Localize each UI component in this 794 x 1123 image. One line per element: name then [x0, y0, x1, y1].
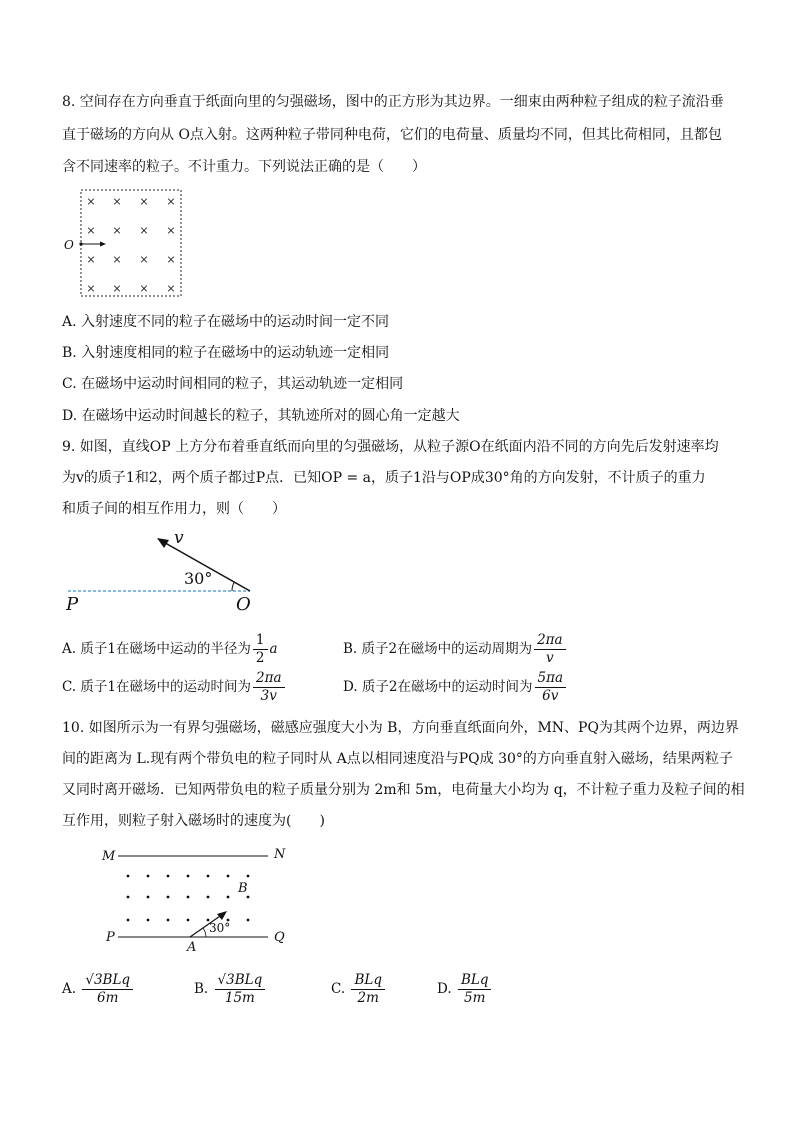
field-dot	[247, 875, 250, 878]
field-dot	[207, 896, 210, 899]
q-label: Q	[274, 930, 285, 945]
q8-stem-line-2: 直于磁场的方向从 O点入射。这两种粒子带同种电荷，它们的电荷量、质量均不同，但其比荷相同，且都包	[62, 127, 722, 143]
fraction: $\frac{1}{2}$	[253, 632, 268, 667]
q8-stem-line-3: 含不同速率的粒子。不计重力。下列说法正确的是（ ）	[62, 159, 426, 175]
field-mark: ×	[139, 195, 149, 208]
q10-option-a: A. $\frac{\text{√3BLq}}{6m}$	[62, 972, 135, 1007]
field-mark: ×	[166, 195, 176, 208]
q8-option-d: D. 在磁场中运动时间越长的粒子，其轨迹所对的圆心角一定越大	[62, 408, 460, 424]
q10-option-b: B. $\frac{\text{√3BLq}}{15m}$	[194, 972, 267, 1007]
field-dot	[147, 919, 150, 922]
field-mark: ×	[112, 253, 122, 266]
angle-label: 30°	[209, 921, 231, 935]
q10-figure	[98, 840, 298, 955]
field-dot	[167, 875, 170, 878]
field-dot	[187, 875, 190, 878]
velocity-arrow-head	[217, 911, 227, 920]
field-mark: ×	[86, 282, 96, 295]
fraction: $\frac{\text{BLq}}{2m}$	[351, 972, 385, 1007]
angle-arc	[203, 928, 206, 937]
q8-stem-line-1: 8. 空间存在方向垂直于纸面向里的匀强磁场，图中的正方形为其边界。一细束由两种粒子组成的粒子流沿垂	[62, 94, 724, 110]
q9-option-a: A. 质子1在磁场中运动的半径为 $\frac{1}{2}$ a	[62, 632, 278, 666]
q9-stem-line-2: 为v的质子1和2，两个质子都过P点．已知OP = a，质子1沿与OP成30°角的方向发射，不计质子的重力	[62, 470, 706, 486]
b-label: B	[238, 881, 248, 896]
field-mark: ×	[86, 224, 96, 237]
angle-arc	[232, 582, 234, 591]
q8-option-c: C. 在磁场中运动时间相同的粒子，其运动轨迹一定相同	[62, 376, 404, 392]
field-dot	[187, 919, 190, 922]
q9-figure	[60, 528, 270, 614]
field-dot	[227, 875, 230, 878]
field-dot	[247, 919, 250, 922]
p-label: P	[106, 930, 115, 945]
fraction: $\frac{2\pi a}{3v}$	[253, 670, 285, 705]
field-mark: ×	[139, 253, 149, 266]
q9-stem-line-3: 和质子间的相互作用力，则（ ）	[62, 501, 286, 517]
angle-label: 30°	[184, 569, 213, 588]
q8-square-field-figure	[60, 186, 190, 301]
field-dot	[167, 896, 170, 899]
field-dot	[147, 875, 150, 878]
o-label: O	[236, 594, 251, 614]
q10-stem-line-1: 10. 如图所示为一有界匀强磁场，磁感应强度大小为 B，方向垂直纸面向外，MN、PQ为其两个边界，两边界	[62, 720, 739, 736]
q9-option-d: D. 质子2在磁场中的运动时间为 $\frac{5\pi a}{6v}$	[343, 670, 568, 705]
fraction: $\frac{5\pi a}{6v}$	[535, 670, 567, 705]
field-mark: ×	[166, 224, 176, 237]
fraction: $\frac{\text{√3BLq}}{6m}$	[82, 972, 133, 1007]
field-dot	[147, 896, 150, 899]
n-label: N	[274, 847, 286, 862]
field-mark: ×	[86, 253, 96, 266]
field-dot	[127, 875, 130, 878]
q9-option-c: C. 质子1在磁场中的运动时间为 $\frac{2\pi a}{3v}$	[62, 670, 287, 705]
q10-stem-line-2: 间的距离为 L.现有两个带负电的粒子同时从 A点以相同速度沿与PQ成 30°的方向垂直射入磁场，结果两粒子	[62, 751, 733, 767]
field-dot	[207, 875, 210, 878]
a-label: A	[187, 940, 197, 955]
field-mark: ×	[139, 224, 149, 237]
arrow-head	[100, 242, 106, 247]
field-dot	[127, 896, 130, 899]
field-dot	[127, 919, 130, 922]
field-mark: ×	[112, 224, 122, 237]
q10-stem-line-4: 互作用，则粒子射入磁场时的速度为( )	[62, 813, 325, 829]
velocity-arrow-head	[157, 538, 169, 548]
field-mark: ×	[112, 195, 122, 208]
field-dot	[227, 896, 230, 899]
fraction: $\frac{\text{BLq}}{5m}$	[458, 972, 492, 1007]
field-mark: ×	[166, 253, 176, 266]
field-dot	[187, 896, 190, 899]
v-label: v	[174, 528, 184, 548]
fraction: $\frac{\text{√3BLq}}{15m}$	[215, 972, 266, 1007]
q9-stem-line-1: 9. 如图，直线OP 上方分布着垂直纸而向里的匀强磁场，从粒子源O在纸面内沿不同的方向先后发射速率均	[62, 439, 719, 455]
field-mark: ×	[86, 195, 96, 208]
field-mark: ×	[139, 282, 149, 295]
q9-option-b: B. 质子2在磁场中的运动周期为 $\frac{2\pi a}{v}$	[343, 632, 568, 667]
field-dot	[247, 896, 250, 899]
p-label: P	[66, 594, 79, 614]
field-mark: ×	[166, 282, 176, 295]
q10-stem-line-3: 又同时离开磁场．已知两带负电的粒子质量分别为 2m和 5m，电荷量大小均为 q，不计粒子重力及粒子间的相	[62, 782, 745, 798]
field-mark: ×	[112, 282, 122, 295]
field-dot	[167, 919, 170, 922]
fraction: $\frac{2\pi a}{v}$	[534, 632, 566, 667]
q10-option-d: D. $\frac{\text{BLq}}{5m}$	[437, 972, 493, 1007]
origin-label: O	[64, 238, 74, 252]
m-label: M	[102, 849, 116, 864]
q8-option-a: A. 入射速度不同的粒子在磁场中的运动时间一定不同	[62, 314, 390, 330]
q10-option-c: C. $\frac{\text{BLq}}{2m}$	[331, 972, 387, 1007]
q8-option-b: B. 入射速度相同的粒子在磁场中的运动轨迹一定相同	[62, 345, 390, 361]
